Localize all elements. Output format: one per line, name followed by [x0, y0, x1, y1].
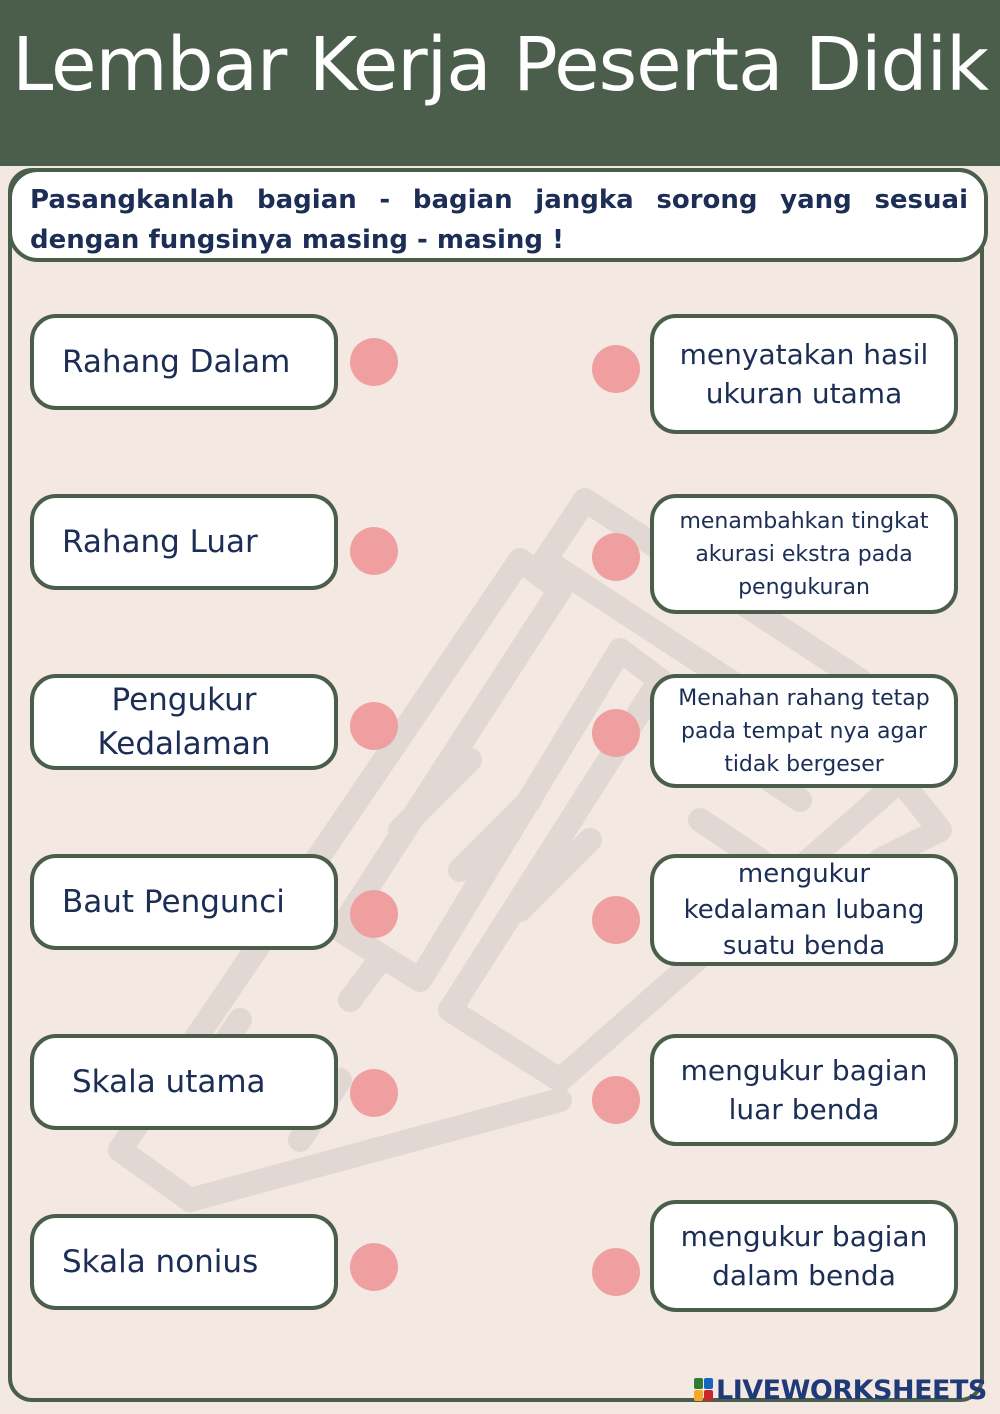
- left-item-rahang-dalam[interactable]: Rahang Dalam: [30, 314, 338, 410]
- brand-text: LIVEWORKSHEETS: [716, 1374, 987, 1406]
- left-item-baut-pengunci[interactable]: Baut Pengunci: [30, 854, 338, 950]
- instruction-box: Pasangkanlah bagian - bagian jangka sorong yang sesuai dengan fungsinya masing - masing !: [8, 168, 988, 262]
- right-item-4[interactable]: [650, 854, 958, 966]
- right-item-label: mengukur kedalaman lubang suatu benda: [683, 859, 925, 961]
- left-item-pengukur-kedalaman[interactable]: [30, 674, 338, 770]
- match-dot-right-4[interactable]: [592, 896, 640, 944]
- left-item-label: Pengukur Kedalaman: [97, 682, 271, 762]
- right-item-2[interactable]: [650, 494, 958, 614]
- left-item-skala-nonius[interactable]: Skala nonius: [30, 1214, 338, 1310]
- right-item-label: Menahan rahang tetap pada tempat nya agar tidak bergeser: [678, 685, 930, 777]
- right-item-label: menambahkan tingkat akurasi ekstra pada pengukuran: [679, 508, 929, 600]
- match-dot-left-4[interactable]: [350, 890, 398, 938]
- right-item-label: mengukur bagian dalam benda: [680, 1220, 928, 1292]
- left-item-rahang-luar[interactable]: Rahang Luar: [30, 494, 338, 590]
- match-dot-left-5[interactable]: [350, 1069, 398, 1117]
- right-item-label: menyatakan hasil ukuran utama: [679, 338, 929, 410]
- right-item-label: mengukur bagian luar benda: [680, 1054, 928, 1126]
- match-dot-left-6[interactable]: [350, 1243, 398, 1291]
- right-item-6[interactable]: [650, 1200, 958, 1312]
- match-dot-right-2[interactable]: [592, 533, 640, 581]
- match-dot-left-2[interactable]: [350, 527, 398, 575]
- match-dot-right-6[interactable]: [592, 1248, 640, 1296]
- right-item-1[interactable]: [650, 314, 958, 434]
- liveworksheets-brand[interactable]: [694, 1374, 987, 1406]
- match-dot-left-1[interactable]: [350, 338, 398, 386]
- right-item-3[interactable]: [650, 674, 958, 788]
- match-dot-right-3[interactable]: [592, 709, 640, 757]
- match-dot-right-1[interactable]: [592, 345, 640, 393]
- match-dot-left-3[interactable]: [350, 702, 398, 750]
- page-title: Lembar Kerja Peserta Didik: [12, 22, 988, 108]
- match-dot-right-5[interactable]: [592, 1076, 640, 1124]
- liveworksheets-logo-icon: [694, 1378, 714, 1402]
- right-item-5[interactable]: [650, 1034, 958, 1146]
- left-item-skala-utama[interactable]: Skala utama: [30, 1034, 338, 1130]
